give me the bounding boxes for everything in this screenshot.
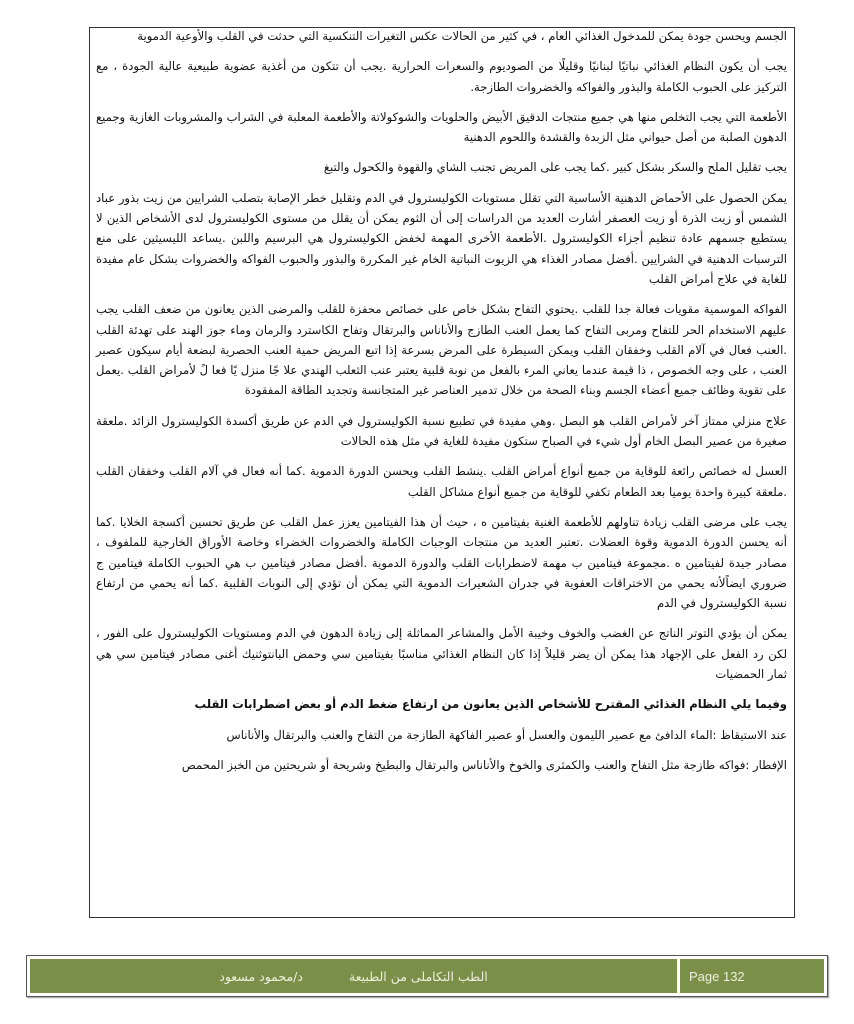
paragraph-breakfast: الإفطار :فواكه طازجة مثل التفاح والعنب والكمثرى والخوخ والأناناس والبرتقال والبطيخ وشريحة أو شريحتين من الخبز المحمص: [181, 757, 787, 772]
paragraph-fatty-acids: يمكن الحصول على الأحماض الدهنية الأساسية التي تقلل مستويات الكوليسترول في الدم وتقليل خطر الإصابة بتصلب الشرايين من زيت بذور عباد الشمس أو زيت الذرة أو زيت العصفر أشارت العديد من الدراسات إلى أن الثوم يمكن أن يقلل من مستوى الكوليسترول لدى الأشخاص الذين لا يستطيع جسمهم عادة تنظيم أجزاء الكوليسترول .الأطعمة الأخرى المهمة لخفض الكوليسترول هي البرسيم واللبن .يساعد الليسيثين على منع الترسبات الدهنية في الشرايين .أفضل مصادر الغذاء هي الزيوت النباتية الخام غير المكررة والبذور والحبوب الفواكه والخضروات بشكل عام مفيدة للغاية في علاج أمراض القلب: [96, 190, 787, 286]
book-title: الطب التكاملى من الطبيعة: [348, 968, 488, 984]
paragraph-on-waking: عند الاستيقاظ :الماء الدافئ مع عصير الليمون والعسل أو عصير الفاكهة الطازجة من التفاح والعنب والبرتقال والأناناس: [226, 727, 787, 742]
page-footer: [26, 955, 828, 997]
author-name: د/محمود مسعود: [219, 968, 303, 984]
paragraph-stress: يمكن أن يؤدي التوتر الناتج عن الغضب والخوف وخيبة الأمل والمشاعر المماثلة إلى زيادة الدهون في الدم ومستويات الكوليسترول على الفور ، لكن رد الفعل على الإجهاد هذا يمكن أن يضر قليلاً إذا كان النظام الغذائي مناسبًا بفيتامين سي وحمض البانتوثنيك أغنى مصادر فيتامين سي هي ثمار الحمضيات: [96, 626, 787, 682]
paragraph-vitamins: يجب على مرضى القلب زيادة تناولهم للأطعمة الغنية بفيتامين ه ، حيث أن هذا الفيتامين يعزز عمل القلب عن طريق تحسين أكسجة الخلايا .كما أنه يحسن الدورة الدموية وقوة العضلات .تعتبر العديد من منتجات الوجبات الكاملة والخضروات الخضراء وخاصة الأوراق الخارجية للملفوف ، مصادر جيدة لفيتامين ه .مجموعة فيتامين ب مهمة لاضطرابات القلب والدورة الدموية .أفضل مصادر فيتامين ب هي الحبوب الكاملة فيتامين ج ضروري ايضاًلأنه يحمي من الاختراقات العفوية في جدران الشعيرات الدموية التي يمكن أن تؤدي إلى النوبات القلبية .كما أنه يحمي من ارتفاع نسبة الكوليسترول في الدم: [96, 514, 787, 611]
footer-title-bar: [30, 959, 677, 993]
paragraph-onion: علاج منزلي ممتاز آخر لأمراض القلب هو البصل .وهي مفيدة في تطبيع نسبة الكوليسترول في الدم عن طريق أكسدة الكوليسترول الزائد .ملعقة صغيرة من عصير البصل الخام أول شيء في الصباح ستكون مفيدة للغاية في مثل هذه الحالات: [96, 413, 787, 449]
paragraph-diet-type: يجب أن يكون النظام الغذائي نباتيًا لبنانيًا وقليلًا من الصوديوم والسعرات الحرارية .يجب أن تتكون من أغذية عضوية طبيعية عالية الجودة ، مع التركيز على الحبوب الكاملة والبذور والفواكه والخضروات الطازجة.: [96, 59, 787, 94]
paragraph-honey: العسل له خصائص رائعة للوقاية من جميع أنواع أمراض القلب .ينشط القلب ويحسن الدورة الدموية .كما أنه فعال في آلام القلب وخفقان القلب .ملعقة كبيرة واحدة يوميا بعد الطعام تكفي للوقاية من جميع أنواع مشاكل القلب: [96, 464, 787, 499]
paragraph-salt-sugar: يجب تقليل الملح والسكر بشكل كبير .كما يجب على المريض تجنب الشاي والقهوة والكحول والتبغ: [323, 160, 787, 175]
paragraph-foods-to-avoid: الأطعمة التي يجب التخلص منها هي جميع منتجات الدقيق الأبيض والحلويات والشوكولاتة والأطعمة المعلبة في الشراب والمشروبات الغازية وجميع الدهون الصلبة من أصل حيواني مثل الزبدة والقشدة واللحوم الدهنية: [96, 109, 787, 145]
section-heading-suggested-diet: وفيما يلي النظام الغذائي المقترح للأشخاص الذين يعانون من ارتفاع ضغط الدم أو بعض اضطرابات القلب: [194, 697, 787, 712]
page-number: Page 132: [680, 959, 824, 993]
document-body: [89, 27, 795, 918]
paragraph-continuation: الجسم ويحسن جودة يمكن للمدخول الغذائي العام ، في كثير من الحالات عكس التغيرات التنكسية التي حدثت في القلب والأوعية الدموية: [137, 29, 787, 43]
paragraph-seasonal-fruits: الفواكه الموسمية مقويات فعالة جدا للقلب .يحتوي التفاح بشكل خاص على خصائص محفزة للقلب والمرضى الذين يعانون من ضعف القلب يجب عليهم الاستخدام الحر للتفاح ومربى التفاح كما يعمل العنب الطازج والأناناس والبرتقال وتفاح الكاسترد والرمان وماء جوز الهند على تهدئة القلب .العنب فعال في آلام القلب وخفقان القلب ويمكن السيطرة على المرض بسرعة إذا اتبع المريض حمية العنب الحصرية لبضعة أيام سيكون عصير العنب ، على وجه الخصوص ، ذا قيمة عندما يعاني المرء بالفعل من نوبة قلبية يعتبر عنب الثعلب الهندي علا جًا منزل يًا فعا لً لأمراض القلب .يعمل على تقوية وظائف جميع أعضاء الجسم وبناء الصحة من خلال تدمير العناصر غير المتجانسة وتجديد الطاقة المفقودة: [96, 302, 787, 398]
